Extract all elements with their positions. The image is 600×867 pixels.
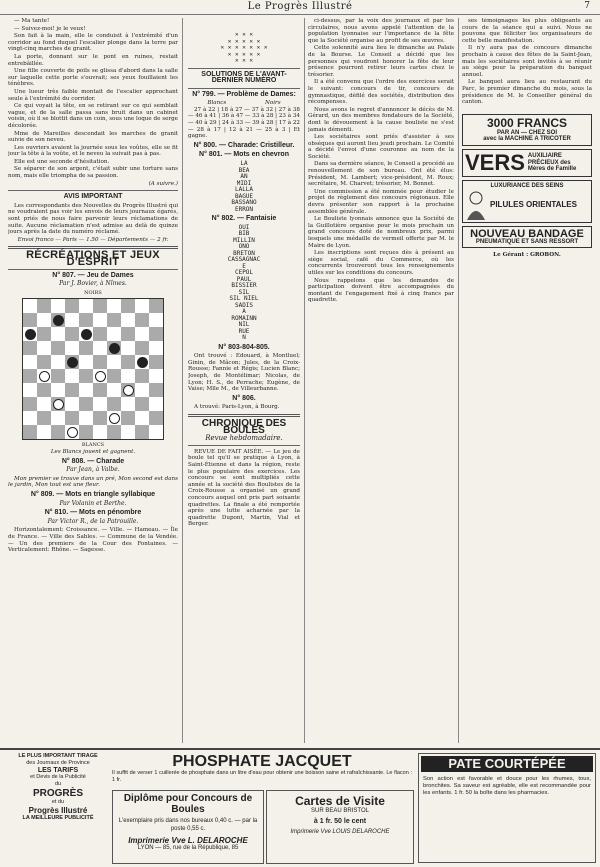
word: BEA	[238, 166, 250, 174]
newspaper-title: Le Progrès Illustré	[247, 1, 353, 12]
ad-cartes-visite	[266, 790, 414, 864]
avis-text: Les correspondants des Nouvelles du Progrès Illustré qui ne voudraient pas voir les envois de leurs journaux égarés, sont priés de nous faire parvenir leurs réclamations de suite. Aucune réclamation n'est admise au delà de quinze jours après la date du numéro réclamé.	[8, 202, 178, 236]
column-4	[462, 18, 592, 743]
footer-line: LE PLUS IMPORTANT TIRAGE	[18, 753, 98, 759]
charade-808-title: N° 808. — Charade	[61, 457, 125, 465]
column-1	[8, 18, 178, 743]
word: A	[242, 308, 246, 316]
gerant-signature: Le Gérant : GROBON.	[493, 252, 561, 259]
checker-piece	[53, 315, 64, 326]
story-paragraph: Se séparer de son argent, c'était subir une torture sans nom, mais elle triompha de sa passion.	[8, 166, 178, 180]
story-paragraph: Son fait à la main, elle le conduisit à l'extrémité d'un corridor au fond duquel l'escalier plonge dans la terre par vingt-cinq marches de granit.	[8, 33, 178, 53]
pate-title: PATE COURTÉPÉE	[421, 756, 593, 772]
ad-bandage-subtitle: PNEUMATIQUE ET SANS RESSORT	[475, 238, 579, 245]
column-rule	[458, 18, 459, 743]
ad-diplome	[112, 790, 264, 864]
word: LALLA	[234, 186, 254, 194]
problem-809-author: Par Volanin et Berthe.	[59, 499, 127, 507]
checker-piece	[109, 413, 120, 424]
boules-text: REVUE DE FAIT AISÉE. — Le jeu de boule tel qu'il se pratique à Lyon, à Saint-Étienne et dans la région, reste le plus populaire des exercices. Les concours se sont multipliés cette année et la société des Boulistes de la Croix-Rousse a organisé un grand concours auquel ont pris part soixante quadrettes. La finale a été remportée après une lutte acharnée par la quadrette Dupont, Martin, Vial et Berger.	[188, 448, 300, 528]
article-paragraph: Une commission a été nommée pour étudier le projet de règlement des concours régionaux. Elle devra présenter son rapport à la prochaine assemblée générale.	[308, 188, 454, 215]
solution-799-heads	[188, 100, 300, 107]
solution-801-words	[188, 161, 300, 213]
solution-801-title: N° 801. — Mots en chevron	[199, 151, 289, 159]
checker-piece	[109, 343, 120, 354]
avis-signature: Envoi franco — Paris — 1.50 — Départements — 2 fr.	[17, 236, 169, 243]
article-paragraph: Cette solennité aura lieu le dimanche au Palais de la Bourse. Le Conseil a décidé que les personnes qui voudront honorer la fête de leur présence pourront retirer leurs cartes chez le trésorier.	[308, 45, 454, 78]
column-rule	[304, 18, 305, 743]
word: LA	[240, 160, 248, 168]
article-paragraph: ci-dessus, par la voix des journaux et par les circulaires, nous avons appelé l'attention de la population lyonnaise sur l'importance de la fête que la Société organise au profit de ses œuvres.	[308, 18, 454, 44]
column-2	[188, 18, 300, 743]
checker-piece	[123, 385, 134, 396]
problem-810-author: Par Victor R., de la Patrouille.	[47, 517, 139, 525]
word: BIB	[238, 230, 250, 238]
solutions-title: SOLUTIONS DE L'AVANT-DERNIER NUMÉRO	[201, 70, 287, 85]
problem-807-author: Par J. Bovier, à Nîmes.	[59, 280, 127, 288]
checker-piece	[81, 329, 92, 340]
column-3	[308, 18, 454, 743]
phosphate-title: PHOSPHATE JACQUET	[172, 753, 352, 770]
divider	[188, 88, 300, 89]
divider	[8, 269, 178, 270]
footer-line: du	[54, 781, 62, 787]
footer-line: des Journaux de Province	[26, 760, 90, 766]
checker-piece	[39, 371, 50, 382]
word: AN	[240, 173, 248, 181]
solution-799-title: N° 799. — Problème de Dames:	[192, 90, 296, 98]
ad-pilules	[462, 180, 592, 223]
word: CEPOL	[234, 269, 254, 277]
pate-text: Son action est favorable et douce pour les rhumes, toux, bronchites. Sa saveur est agréable, elle est recommandée pour les enfants. 1 fr. 50 la boîte dans les pharmacies.	[423, 776, 591, 796]
article-paragraph: Dans sa dernière séance, le Conseil a procédé au renouvellement de son bureau. Ont été élus: Président, M. Lambert; vice-président, M. Roux; secrétaire, M. Charvet; trésorier, M. Bonnet.	[308, 161, 454, 188]
footer-line: LES TARIFS	[37, 767, 79, 774]
ad-vers-text: AUXILIAIRE PRÉCIEUX des Mères de Famille	[527, 153, 577, 173]
checker-piece	[53, 399, 64, 410]
problem-807-title: N° 807. — Jeu de Dames	[52, 271, 134, 279]
story-paragraph: Une lueur très faible montait de l'escalier approchant seule à l'extrémité du corridor.	[8, 88, 178, 102]
board-bottom-label: BLANCS	[81, 442, 105, 449]
article-paragraph: Les inscriptions sont reçues dès à présent au siège social, café du Commerce, où les concurrents trouveront tous les renseignements utiles sur les conditions du concours.	[308, 250, 454, 276]
board-top-label: NOIRS	[84, 289, 102, 296]
solution-799-moves: 27 à 22 | 18 à 27 — 37 à 32 | 27 à 38 — 46 à 41 | 36 à 47 — 33 à 28 | 23 à 34 — 40 à 29 | 24 à 33 — 39 à 28 | 17 à 22 — 28 à 17 | 12 à 21 — 25 à 3 | Et gagne.	[188, 106, 300, 140]
solution-806-title: N° 806.	[232, 394, 256, 402]
word: BASSANO	[231, 199, 257, 207]
avis-title: AVIS IMPORTANT	[63, 193, 123, 201]
article-paragraph: Le banquet aura lieu au restaurant du Parc, le premier dimanche du mois, sous la présidence de M. le Conseiller général du canton.	[462, 79, 592, 106]
diplome-imprimerie: Imprimerie Vve L. DELAROCHE	[128, 836, 248, 845]
article-paragraph: Les sociétaires sont priés d'assister à ses obsèques qui auront lieu jeudi prochain. Le Comité a décidé l'envoi d'une couronne au nom de la Société.	[308, 134, 454, 160]
story-paragraph: Une fille couverte de poils se glissa d'abord dans la salle sur laquelle cette porte s'ouvrait; ses yeux fouillaient les ténèbres.	[8, 68, 178, 88]
footer-line: et du	[51, 799, 65, 805]
problem-810-title: N° 810. — Mots en pénombre	[44, 509, 142, 517]
solution-800-title: N° 800. — Charade: Cristilleur.	[193, 141, 295, 149]
word: OUI	[238, 223, 250, 231]
ad-seins-subtitle: PILULES ORIENTALES	[490, 199, 577, 209]
ad-vers	[462, 149, 592, 177]
checker-piece	[95, 371, 106, 382]
footer-line: LA MEILLEURE PUBLICITÉ	[22, 815, 94, 821]
solution-802-words	[188, 225, 300, 342]
checker-piece	[67, 427, 78, 438]
solution-799-head-blancs: Blancs	[207, 100, 227, 107]
ad-francs-title: 3000 FRANCS	[486, 115, 568, 130]
charade-808-author: Par Jean, à Valbe.	[66, 466, 120, 474]
word: BRETON	[233, 249, 255, 257]
solution-803-title: N° 803-804-805.	[218, 343, 270, 351]
divider	[188, 414, 300, 417]
word: SIL	[238, 288, 250, 296]
story-signoff: (A suivre.)	[148, 180, 178, 187]
ad-phosphate	[112, 753, 412, 787]
word: RUE	[238, 327, 250, 335]
page-number: 7	[584, 1, 590, 11]
ad-bandage	[462, 226, 592, 249]
divider	[188, 445, 300, 446]
word: ERRON	[234, 205, 254, 213]
problem-810-text: Horizontalement: Croissance. — Ville. — Hameau. — Île de France. — Ville des Sables. — Commune de la Vendée. — Un des premiers de la Cour des Fontaines. — Verticalement: Rhône. — Sagesse.	[8, 527, 178, 554]
checker-piece	[137, 357, 148, 368]
word: ROMAINN	[231, 314, 257, 322]
puzzle-grid-decoration: ✕ ✕ ✕ ✕ ✕ ✕ ✕ ✕ ✕ ✕ ✕ ✕ ✕ ✕ ✕ ✕ ✕ ✕ ✕ ✕ ✕ ✕ ✕	[220, 31, 268, 64]
solution-803-text: Ont trouvé : Edouard, à Montluel; Ginin, de Mâcon; Jules, de la Croix-Rousse; Fannie et Régis; Lucien Blanc; Joseph, de Montélimar; Nicolas, de Lyon; H. S., de Perrache; Eugène, de Vaise; Mlle M., de Villeurbanne.	[188, 353, 300, 393]
cartes-imprimerie: Imprimerie Vve LOUIS DELAROCHE	[290, 829, 390, 835]
solution-802-title: N° 802. — Fantaisie	[211, 215, 277, 223]
cartes-title: Cartes de Visite	[295, 794, 385, 808]
footer-line: et Devis de la Publicité	[30, 774, 86, 780]
story-continuation	[8, 18, 178, 187]
ad-vers-title: VERS	[465, 149, 525, 175]
ad-pate-courtepee	[418, 753, 596, 863]
word: E	[242, 262, 246, 270]
problem-809-title: N° 809. — Mots en triangle syllabique	[30, 490, 156, 498]
story-paragraph: — Suivez-moi! je le veux!	[14, 25, 86, 32]
word: SIL NIEL	[229, 295, 259, 303]
word: ONO	[238, 243, 250, 251]
story-paragraph: Mme de Mareilles descendait les marches de granit suivie de son neveu.	[8, 130, 178, 144]
ad-francs-text: avec la MACHINE A TRICOTER	[483, 136, 571, 143]
cartes-price: à 1 fr. 50 le cent	[313, 818, 367, 825]
woman-portrait-icon	[465, 190, 487, 220]
boules-title: CHRONIQUE DES BOULES	[201, 417, 287, 436]
story-paragraph: La porte, donnant sur le pont en ruines, restait entrebâillée.	[8, 53, 178, 67]
charade-808-text: Mon premier se trouve dans un pré, Mon second est dans le jardin, Mon tout est une fleur.	[8, 475, 178, 489]
ad-vers-row	[465, 149, 589, 175]
word: SADIS	[234, 301, 254, 309]
ad-seins-row	[465, 190, 589, 220]
footer-ads	[0, 748, 600, 867]
story-paragraph: Ce qui voyait la tête, en se retirant sur ce qui semblait vague, et de la salle passa sans bruit dans un cabinet voisin, où il se blottit dans un coin, sous une loque de serge décolorée.	[8, 103, 178, 129]
ad-bandage-title: NOUVEAU BANDAGE	[470, 227, 584, 240]
word: CASSAGNAC	[227, 256, 261, 264]
page-header	[0, 0, 600, 15]
checkers-board	[22, 298, 164, 440]
article-paragraph: Nous avons le regret d'annoncer le décès de M. Gérard, un des membres fondateurs de la Société, dont le dévouement à la cause bouliste ne s'est jamais démenti.	[308, 106, 454, 133]
word: BAGUE	[234, 192, 254, 200]
word: N	[242, 334, 246, 342]
board-caption: Les Blancs jouent et gagnent.	[50, 448, 136, 455]
word: NIL	[238, 321, 250, 329]
article-paragraph: Nous rappelons que les demandes de participation doivent être accompagnées du montant de l'engagement fixé à cinq francs par quadrette.	[308, 277, 454, 304]
article-paragraph: ses témoignages les plus obligeants au cours de la séance qui a suivi. Nous ne pouvons que féliciter les organisateurs de cette belle manifestation.	[462, 18, 592, 44]
recreations-title: RÉCRÉATIONS ET JEUX D'ESPRIT	[26, 249, 160, 268]
word: PAUL	[236, 275, 252, 283]
divider	[188, 68, 300, 69]
diplome-title: Diplôme pour Concours de Boules	[123, 793, 253, 815]
story-paragraph: Les ouvriers avaient la journée sous les voûtes, elle se fit jour la tête à la voûte, et le neveu la suivait pas à pas.	[8, 144, 178, 158]
article-paragraph: Le Bouliste lyonnais annonce que la Société de la Guillotière organise pour le mois prochain un grand concours doté de nombreux prix, parmi lesquels une médaille de vermeil offerte par M. le Maire de Lyon.	[308, 216, 454, 249]
ad-progres-tarifs	[8, 753, 108, 861]
diplome-address: LYON — 85, rue de la République, 85	[137, 845, 239, 851]
column-rule	[182, 18, 183, 743]
checker-piece	[25, 329, 36, 340]
article-paragraph: Il a été convenu que l'ordre des exercices serait le suivant: concours de tir, concours de gymnastique, défilé des sociétés, distribution des récompenses.	[308, 79, 454, 106]
diplome-text: L'exemplaire pris dans nos bureaux 0,40 c. — par la poste 0,55 c.	[118, 818, 258, 832]
ad-machine-tricoter	[462, 114, 592, 146]
divider	[8, 190, 178, 191]
word: BISSIER	[231, 282, 257, 290]
phosphate-text: Il suffit de verser 1 cuillerée de phosphate dans un litre d'eau pour obtenir une boisson saine et rafraîchissante. Le flacon : 1 fr.	[112, 770, 412, 783]
cartes-subtitle: SUR BEAU BRISTOL	[311, 808, 369, 814]
ad-seins-title: LUXURIANCE DES SEINS	[490, 182, 564, 189]
word: MILLIN	[233, 236, 255, 244]
article-paragraph: Il n'y aura pas de concours dimanche prochain à cause des fêtes de la Saint-Jean, mais les sociétaires sont invités à se réunir au siège pour la préparation du banquet annuel.	[462, 45, 592, 78]
checker-piece	[67, 357, 78, 368]
story-paragraph: — Ma tante!	[14, 18, 50, 24]
word: MIDI	[236, 179, 252, 187]
footer-line: PROGRÈS	[32, 788, 83, 799]
boules-subtitle: Revue hebdomadaire.	[205, 434, 283, 443]
ad-francs-subtitle: PAR AN — CHEZ SOI	[496, 129, 557, 136]
solution-799-head-noirs: Noirs	[264, 100, 281, 107]
solution-806-text: A trouvé: Paris-Lyon, à Bourg.	[194, 404, 280, 411]
footer-line: Progrès Illustré	[28, 806, 88, 815]
story-paragraph: Elle est une seconde d'hésitation.	[14, 158, 110, 165]
